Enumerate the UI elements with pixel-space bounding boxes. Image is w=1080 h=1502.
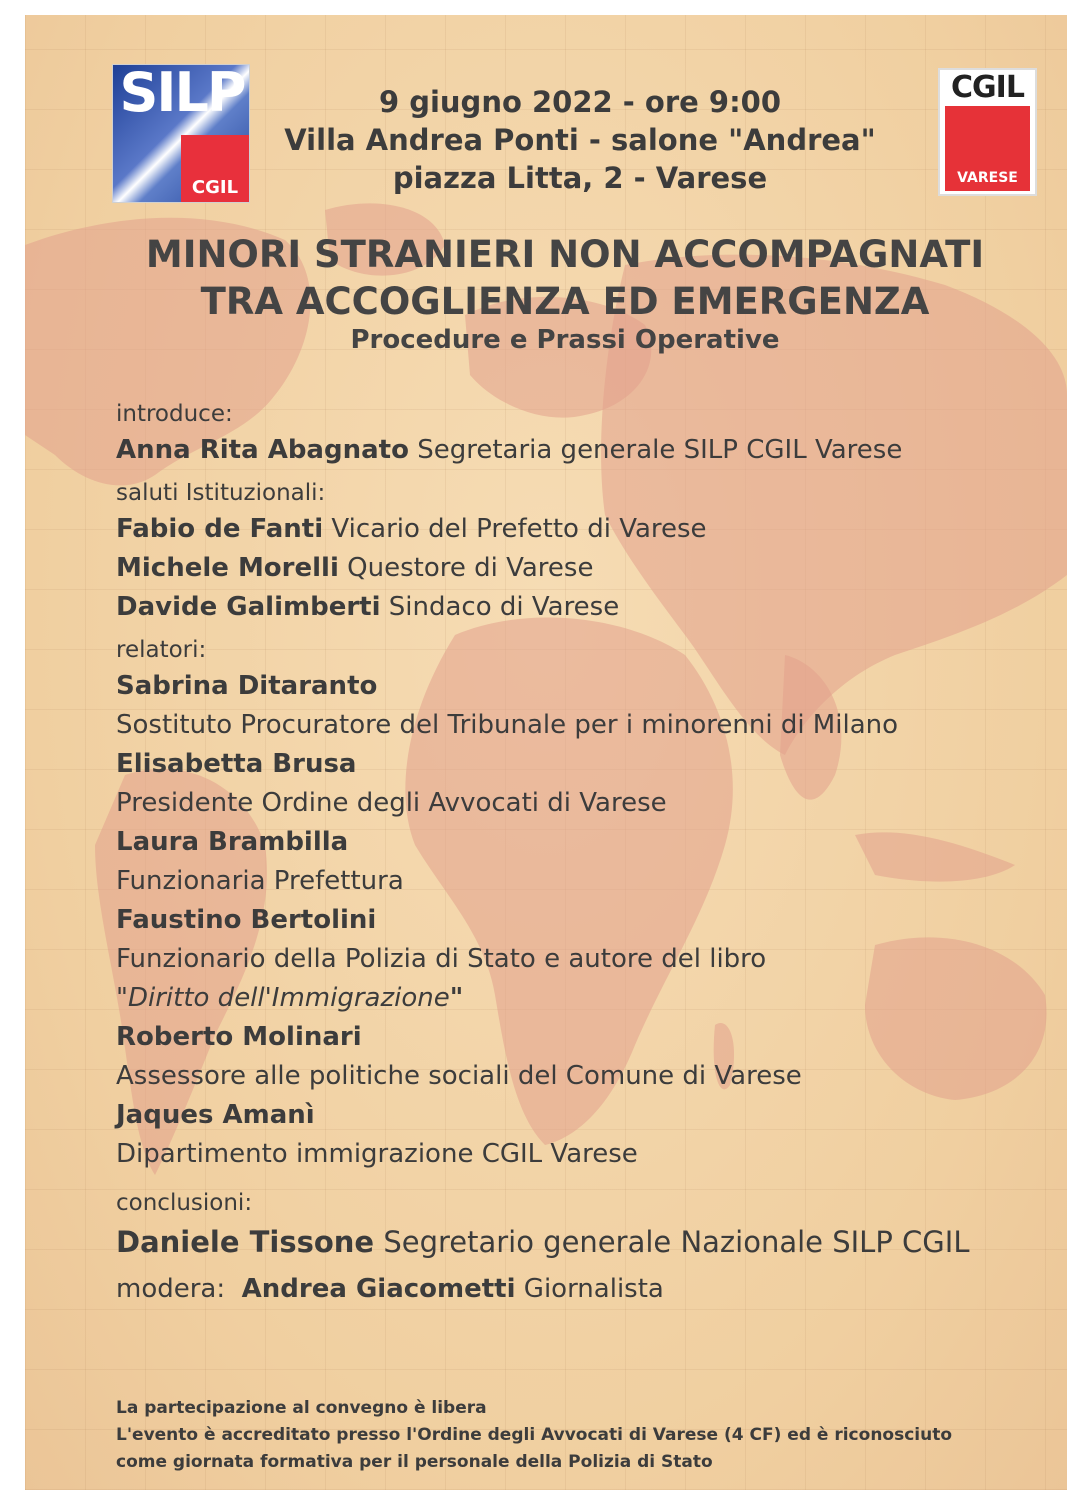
conclusions-role: Segretario generale Nazionale SILP CGIL <box>383 1225 970 1259</box>
speaker-name <box>116 745 1056 784</box>
greetings-label: saluti Istituzionali: <box>116 480 326 506</box>
speaker-name-text: Laura Brambilla <box>116 827 349 857</box>
greeting-role: Questore di Varese <box>347 553 594 583</box>
speaker-role: Sostituto Procuratore del Tribunale per i minorenni di Milano <box>116 710 899 740</box>
greeting-name: Fabio de Fanti <box>116 514 324 544</box>
note-participation: La partecipazione al convegno è libera <box>116 1398 487 1418</box>
moderator-label: modera: <box>116 1274 226 1304</box>
intro-role: Segretaria generale SILP CGIL Varese <box>417 435 903 465</box>
event-date-time: 9 giugno 2022 - ore 9:00 <box>378 85 782 119</box>
speaker-role: Assessore alle politiche sociali del Comune di Varese <box>116 1061 802 1091</box>
event-address: piazza Litta, 2 - Varese <box>392 161 768 195</box>
greeting-name: Michele Morelli <box>116 553 339 583</box>
speaker-name <box>116 1018 1056 1057</box>
greeting-role: Vicario del Prefetto di Varese <box>331 514 707 544</box>
speakers-label: relatori: <box>116 637 207 663</box>
intro-label: introduce: <box>116 401 233 427</box>
moderator-line <box>116 1270 1056 1309</box>
speaker-name-text: Sabrina Ditaranto <box>116 671 378 701</box>
title-line-2: TRA ACCOGLIENZA ED EMERGENZA <box>200 280 930 323</box>
speaker-name-text: Elisabetta Brusa <box>116 749 357 779</box>
greeting-item <box>116 588 1056 627</box>
moderator-role: Giornalista <box>523 1274 664 1304</box>
event-venue: Villa Andrea Ponti - salone "Andrea" <box>284 123 876 157</box>
greeting-name: Davide Galimberti <box>116 592 381 622</box>
speaker-role: Presidente Ordine degli Avvocati di Varese <box>116 788 667 818</box>
speaker-name-text: Faustino Bertolini <box>116 905 377 935</box>
speaker-name <box>116 667 1056 706</box>
book-title: Diritto dell'Immigrazione <box>127 983 450 1013</box>
intro-name: Anna Rita Abagnato <box>116 435 409 465</box>
speaker-name-text: Roberto Molinari <box>116 1022 362 1052</box>
greeting-role: Sindaco di Varese <box>388 592 620 622</box>
moderator-name: Andrea Giacometti <box>241 1274 516 1304</box>
event-poster <box>25 15 1067 1490</box>
cgil-varese-logo <box>938 68 1037 196</box>
title-line-1: MINORI STRANIERI NON ACCOMPAGNATI <box>145 233 985 276</box>
note-training: come giornata formativa per il personale della Polizia di Stato <box>116 1452 713 1472</box>
speaker-name <box>116 901 1056 940</box>
conclusions-line <box>116 1220 1056 1264</box>
speaker-name-text: Jaques Amanì <box>116 1100 315 1130</box>
conclusions-label: conclusioni: <box>116 1190 253 1216</box>
event-details <box>265 83 895 197</box>
conclusions-name: Daniele Tissone <box>116 1225 375 1259</box>
silp-logo-text: SILP <box>119 61 245 124</box>
silp-cgil-logo <box>112 61 250 203</box>
speaker-role: Dipartimento immigrazione CGIL Varese <box>116 1139 638 1169</box>
cgil-logo-text: CGIL <box>951 70 1024 105</box>
event-subtitle: Procedure e Prassi Operative <box>350 325 780 355</box>
greeting-item <box>116 549 1056 588</box>
event-program <box>116 397 1056 1309</box>
greeting-item <box>116 510 1056 549</box>
note-accreditation: L'evento è accreditato presso l'Ordine degli Avvocati di Varese (4 CF) ed è riconosciuto <box>116 1425 953 1445</box>
event-title <box>65 231 1065 325</box>
speaker-name <box>116 823 1056 862</box>
cgil-logo-varese-text: VARESE <box>957 170 1018 186</box>
speaker-name <box>116 1096 1056 1135</box>
event-notes <box>116 1395 1056 1476</box>
silp-logo-cgil-text: CGIL <box>191 177 239 198</box>
speaker-book: "Diritto dell'Immigrazione" <box>116 983 464 1013</box>
speaker-role: Funzionaria Prefettura <box>116 866 404 896</box>
speaker-role: Funzionario della Polizia di Stato e autore del libro <box>116 944 767 974</box>
intro-line <box>116 431 1056 470</box>
